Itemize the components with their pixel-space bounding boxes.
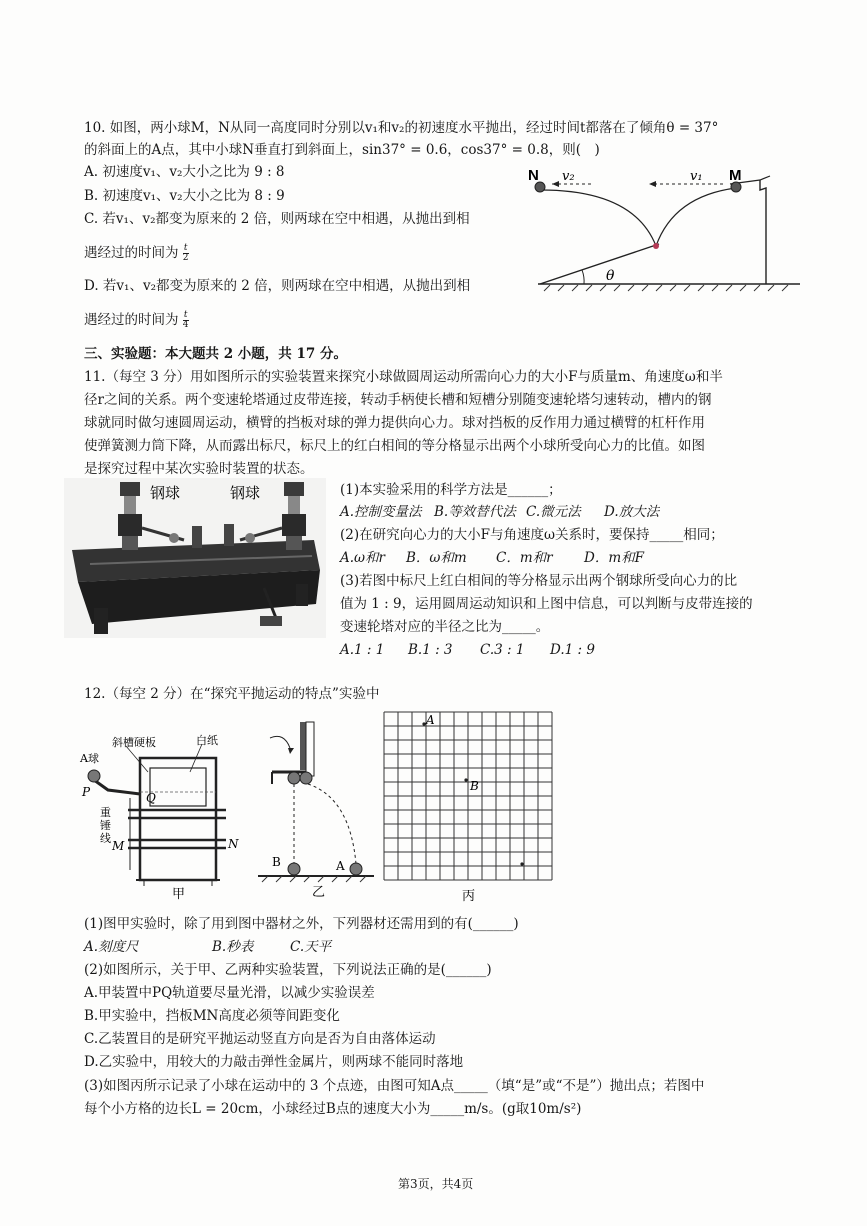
caption-jia: 甲	[172, 887, 186, 902]
a-ball-label: A球	[80, 752, 99, 765]
option: C．m和r	[496, 550, 553, 566]
steel-ball-label-right: 钢球	[230, 484, 261, 502]
ball-n-label: N	[528, 167, 539, 184]
option: D.放大法	[604, 504, 660, 520]
fraction-denominator: 2	[182, 253, 189, 263]
caption-bing: 丙	[462, 889, 476, 904]
q12-figure-yi	[250, 718, 380, 898]
q10-option-d-line1: D. 若v₁、v₂都变为原来的 2 倍，则两球在空中相遇，从抛出到相	[84, 278, 471, 294]
plumb-label-2: 锤	[100, 819, 111, 832]
q11-stem-line4: 使弹簧测力筒下降，从而露出标尺，标尺上的红白相间的等分格显示出两个小球所受向心力的比值。如图	[84, 438, 705, 454]
plumb-label-3: 线	[100, 832, 111, 845]
option: C.3 : 1	[480, 642, 525, 658]
q12-sub2: (2)如图所示，关于甲、乙两种实验装置，下列说法正确的是(______)	[84, 962, 492, 978]
option: B.等效替代法	[434, 504, 516, 520]
q11-stem-line2: 径r之间的关系。两个变速轮塔通过皮带连接，转动手柄使长槽和短槽分别随变速轮塔匀速转动，槽内的钢	[84, 392, 712, 408]
q12-figure-bing-grid	[382, 710, 554, 904]
page-footer: 第3页，共4页	[398, 1177, 474, 1191]
point-a-label: A	[426, 713, 435, 727]
option: C.微元法	[526, 504, 581, 520]
incline-board-label: 斜槽硬板	[112, 736, 156, 749]
q12-sub2-option-d: D.乙实验中，用较大的力敲击弹性金属片，则两球不能同时落地	[84, 1054, 464, 1070]
q11-part3-line1: (3)若图中标尺上红白相间的等分格显示出两个钢球所受向心力的比	[340, 573, 738, 589]
q12-sub2-option-a: A.甲装置中PQ轨道要尽量光滑，以减少实验误差	[84, 985, 375, 1001]
white-paper-label: 白纸	[196, 734, 218, 747]
section-3-heading: 三、实验题：本大题共 2 小题，共 17 分。	[84, 346, 347, 362]
theta-label: θ	[606, 268, 615, 284]
ball-a-label: A	[336, 859, 345, 873]
q11-part2-options	[340, 548, 644, 568]
option: A.1 : 1	[340, 642, 385, 658]
q11-part1-options	[340, 502, 659, 522]
q12-sub1: (1)图甲实验时，除了用到图中器材之外，下列器材还需用到的有(______)	[84, 916, 519, 932]
caption-yi: 乙	[312, 885, 326, 898]
q10-stem-line2: 的斜面上的A点，其中小球N垂直打到斜面上，sin37° = 0.6，cos37° = 0.8，则( )	[84, 142, 600, 158]
q10-option-b: B. 初速度v₁、v₂大小之比为 8 : 9	[84, 188, 285, 204]
q10-option-c-text: 遇经过的时间为	[84, 245, 179, 261]
q12-figure-jia	[78, 732, 248, 902]
q11-stem-line3: 球就同时做匀速圆周运动，横臂的挡板对球的弹力提供向心力。球对挡板的反作用力通过横臂的杠杆作用	[84, 415, 705, 431]
option: C.天平	[290, 939, 332, 955]
option: D.1 : 9	[550, 642, 595, 658]
q12-sub3-line1: (3)如图丙所示记录了小球在运动中的 3 个点迹，由图可知A点_____（填“是”或“不是”）抛出点；若图中	[84, 1078, 705, 1094]
q10-option-d-fraction	[183, 311, 189, 330]
q12-title: 12.（每空 2 分）在“探究平抛运动的特点”实验中	[84, 686, 380, 702]
q10-option-c-line2	[84, 243, 189, 263]
q11-stem-line5: 是探究过程中某次实验时装置的状态。	[84, 461, 314, 477]
ball-m-label: M	[729, 167, 742, 184]
fraction-numerator: t	[183, 243, 188, 253]
option: D．m和F	[584, 550, 644, 566]
q11-part3-options	[340, 640, 595, 660]
q12-sub2-option-b: B.甲实验中，挡板MN高度必须等间距变化	[84, 1008, 340, 1024]
q10-option-a: A. 初速度v₁、v₂大小之比为 9 : 8	[84, 164, 285, 180]
q11-part3-line3: 变速轮塔对应的半径之比为_____。	[340, 619, 550, 635]
q11-part3-line2: 值为 1 : 9，运用圆周运动知识和上图中信息，可以判断与皮带连接的	[340, 596, 753, 612]
q12-sub1-options	[84, 937, 331, 957]
option: A.ω和r	[340, 550, 386, 566]
v2-label: v₂	[562, 169, 575, 184]
q10-projectile-figure	[524, 160, 806, 300]
option: B.秒表	[212, 939, 254, 955]
option: B．ω和m	[406, 550, 467, 566]
p-label: P	[82, 785, 91, 799]
ball-b-label: B	[272, 855, 281, 869]
n-label: N	[228, 837, 239, 851]
point-b-label: B	[470, 779, 479, 793]
fraction-denominator: 4	[182, 320, 189, 330]
q11-apparatus-photo	[64, 478, 326, 638]
q10-stem-line1: 10. 如图，两小球M，N从同一高度同时分别以v₁和v₂的初速度水平抛出，经过时间t都落在了倾角θ = 37°	[84, 120, 719, 136]
q11-part1: (1)本实验采用的科学方法是______；	[340, 482, 562, 498]
steel-ball-label-left: 钢球	[150, 484, 181, 502]
m-label: M	[112, 839, 125, 853]
q11-part2: (2)在研究向心力的大小F与角速度ω关系时，要保持_____相同；	[340, 527, 724, 543]
option: B.1 : 3	[408, 642, 453, 658]
q10-option-c-fraction	[183, 244, 189, 263]
q12-sub3-line2: 每个小方格的边长L = 20cm，小球经过B点的速度大小为_____m/s。(g取10m/s²)	[84, 1101, 582, 1117]
plumb-label-1: 重	[100, 806, 111, 819]
option: A.刻度尺	[84, 939, 139, 955]
q10-option-d-text: 遇经过的时间为	[84, 312, 179, 328]
q10-option-d-line2	[84, 310, 189, 330]
option: A.控制变量法	[340, 504, 422, 520]
q12-sub2-option-c: C.乙装置目的是研究平抛运动竖直方向是否为自由落体运动	[84, 1031, 436, 1047]
q10-option-c-line1: C. 若v₁、v₂都变为原来的 2 倍，则两球在空中相遇，从抛出到相	[84, 211, 470, 227]
q-label: Q	[146, 791, 156, 805]
v1-label: v₁	[690, 169, 703, 184]
fraction-numerator: t	[183, 310, 188, 320]
q11-stem-line1: 11.（每空 3 分）用如图所示的实验装置来探究小球做圆周运动所需向心力的大小F与质量m、角速度ω和半	[84, 369, 723, 385]
